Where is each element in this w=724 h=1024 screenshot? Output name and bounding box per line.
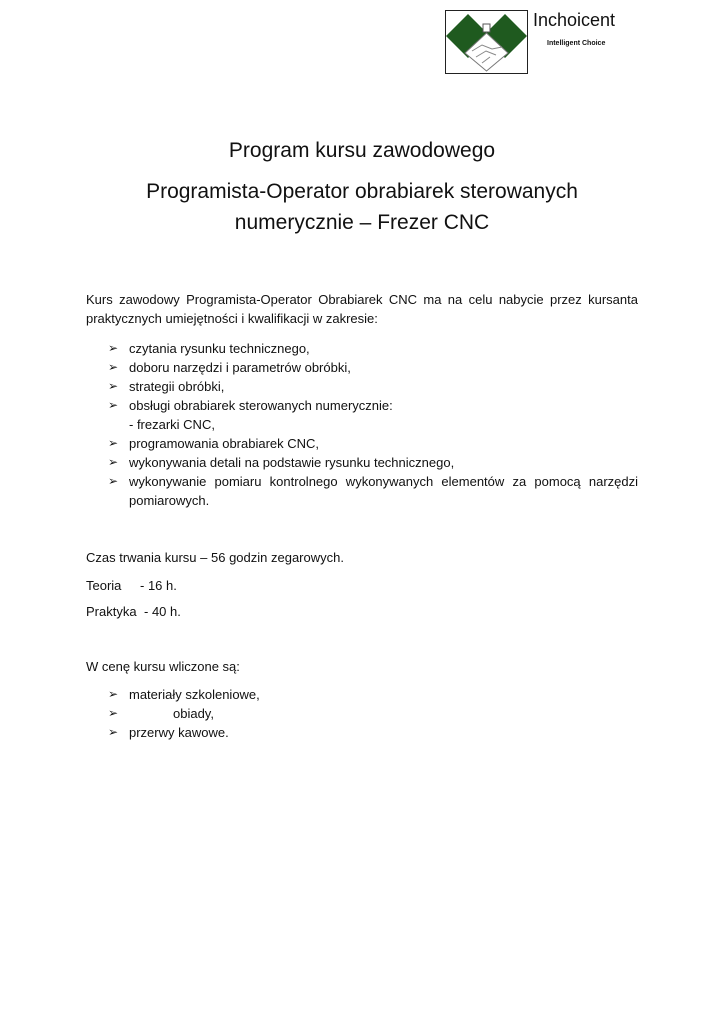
course-duration: Czas trwania kursu – 56 godzin zegarowych. xyxy=(86,550,344,565)
practice-label: Praktyka xyxy=(86,604,137,619)
theory-label: Teoria xyxy=(86,578,122,593)
list-item-text: przerwy kawowe. xyxy=(129,725,229,740)
arrow-bullet-icon: ➢ xyxy=(108,725,119,739)
arrow-bullet-icon: ➢ xyxy=(108,398,119,412)
list-item-text: czytania rysunku technicznego, xyxy=(129,341,310,356)
course-title-line2: numerycznie – Frezer CNC xyxy=(234,211,490,234)
practice-value: - 40 h. xyxy=(144,604,181,619)
theory-value: - 16 h. xyxy=(140,578,177,593)
sub-item-text: - frezarki CNC, xyxy=(129,417,215,432)
arrow-bullet-icon: ➢ xyxy=(108,360,119,374)
included-list xyxy=(108,685,638,742)
course-title xyxy=(0,176,724,238)
list-item-text: obiady, xyxy=(173,706,214,721)
list-item xyxy=(108,434,638,453)
list-item xyxy=(108,704,638,723)
list-item xyxy=(108,685,638,704)
logo xyxy=(445,10,528,74)
practice-hours xyxy=(86,602,181,621)
theory-hours xyxy=(86,576,177,595)
list-item xyxy=(108,396,638,434)
arrow-bullet-icon: ➢ xyxy=(108,687,119,701)
arrow-bullet-icon: ➢ xyxy=(108,706,119,720)
list-item-text: doboru narzędzi i parametrów obróbki, xyxy=(129,360,351,375)
list-item-text: strategii obróbki, xyxy=(129,379,225,394)
skills-list xyxy=(108,339,638,510)
list-item-text: wykonywanie pomiaru kontrolnego wykonywanych elementów za pomocą narzędzi pomiarowych. xyxy=(129,474,638,508)
course-title-line1: Programista-Operator obrabiarek sterowanych xyxy=(146,180,578,203)
included-heading: W cenę kursu wliczone są: xyxy=(86,659,240,674)
page-title: Program kursu zawodowego xyxy=(228,139,496,162)
list-item-text: wykonywania detali na podstawie rysunku technicznego, xyxy=(129,455,455,470)
list-item-text: programowania obrabiarek CNC, xyxy=(129,436,320,451)
list-item xyxy=(108,339,638,358)
list-item xyxy=(108,358,638,377)
list-item xyxy=(108,453,638,472)
intro-paragraph: Kurs zawodowy Programista-Operator Obrabiarek CNC ma na celu nabycie przez kursanta praktycznych umiejętności i kwalifikacji w zakresie: xyxy=(86,292,638,326)
arrow-bullet-icon: ➢ xyxy=(108,455,119,469)
arrow-bullet-icon: ➢ xyxy=(108,474,119,488)
brand-tagline: Intelligent Choice xyxy=(547,40,606,47)
list-item xyxy=(108,472,638,510)
list-item xyxy=(108,377,638,396)
arrow-bullet-icon: ➢ xyxy=(108,379,119,393)
list-item xyxy=(108,723,638,742)
handshake-diamond-logo-icon xyxy=(446,11,527,73)
arrow-bullet-icon: ➢ xyxy=(108,341,119,355)
list-item-text: materiały szkoleniowe, xyxy=(129,687,260,702)
brand-name: Inchoicent xyxy=(533,10,616,30)
list-item-text: obsługi obrabiarek sterowanych numerycznie: xyxy=(129,398,393,413)
arrow-bullet-icon: ➢ xyxy=(108,436,119,450)
